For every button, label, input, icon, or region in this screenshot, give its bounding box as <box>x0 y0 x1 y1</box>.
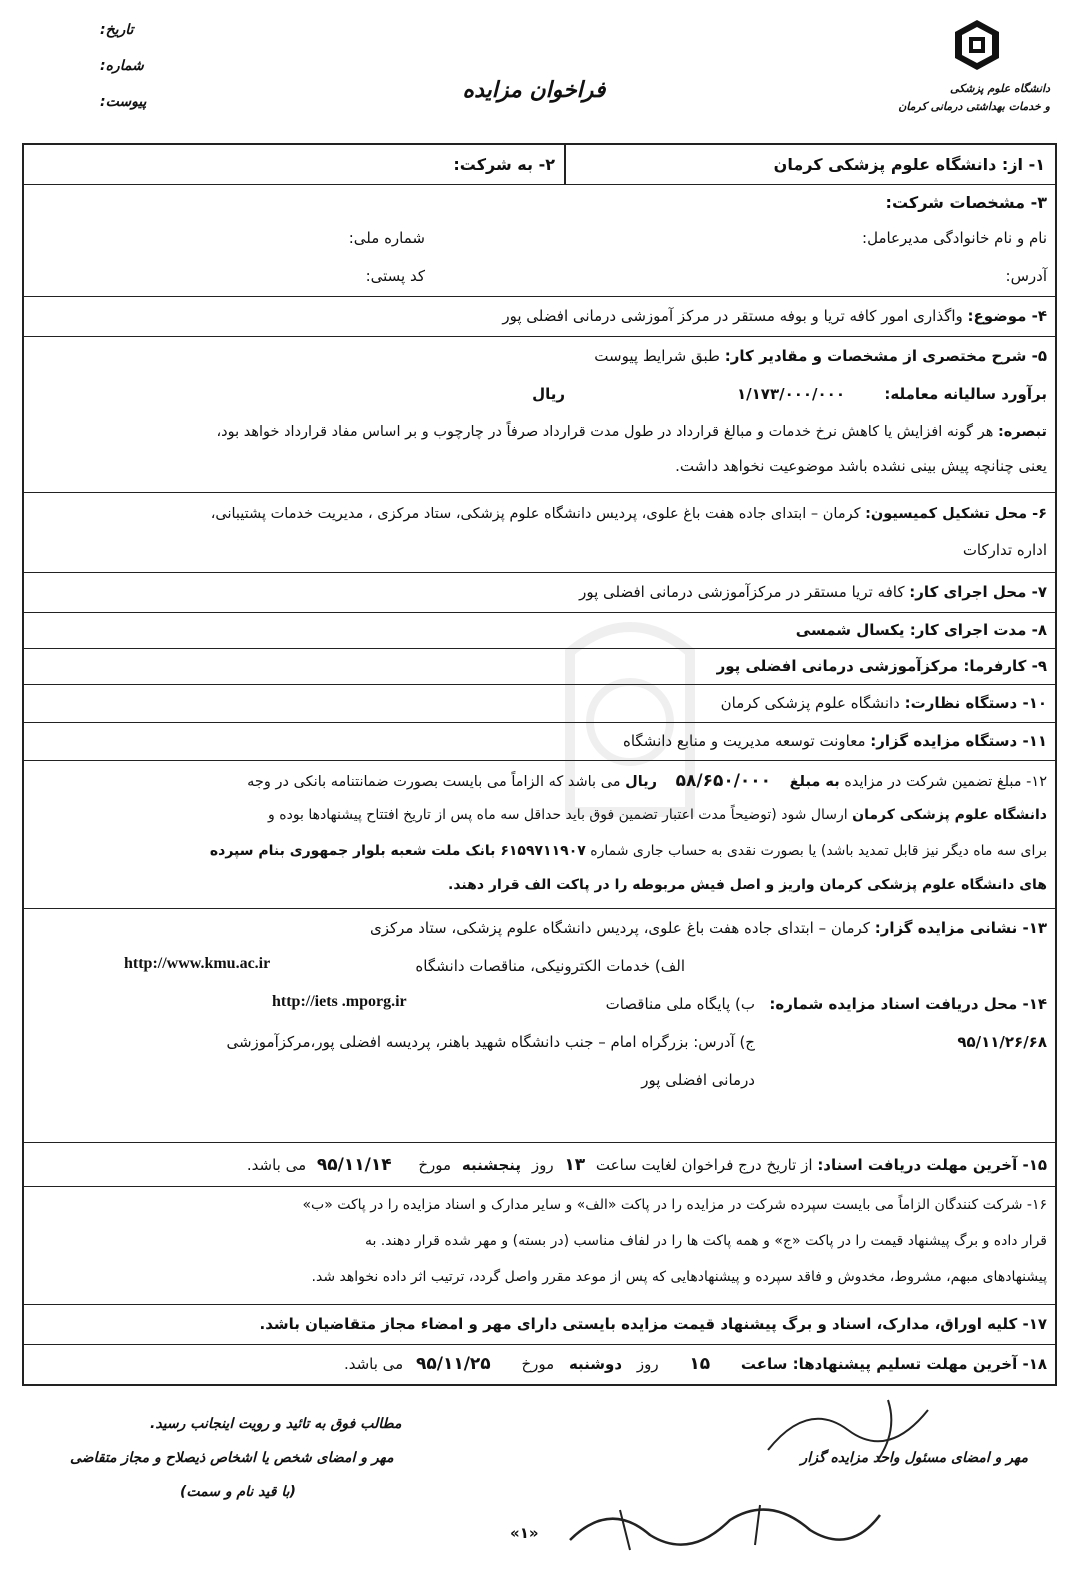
supervisor-label: ۱۰- دستگاه نظارت: <box>904 694 1047 712</box>
auctioneer-address-text: کرمان – ابتدای جاده هفت باغ علوی، پردیس دانشگاه علوم پزشکی، ستاد مرکزی <box>370 919 870 937</box>
guarantee-beneficiary: دانشگاه علوم پزشکی کرمان <box>852 807 1047 823</box>
approval-line3: (با قید نام و سمت) <box>180 1484 296 1500</box>
docs-deadline-text1: از تاریخ درج فراخوان لغایت ساعت <box>595 1156 813 1174</box>
docs-deadline-hour: ۱۳ <box>564 1155 586 1175</box>
guarantee-amount: ۵۸/۶۵۰/۰۰۰ <box>675 771 772 791</box>
guarantee-amount-label: به مبلغ <box>789 774 840 790</box>
address-label: آدرس: <box>1005 267 1047 285</box>
attachment-label: پیوست: <box>100 94 147 110</box>
from-field: ۱- از: دانشگاه علوم پزشکی کرمان <box>773 155 1045 174</box>
handwritten-signature <box>560 1490 890 1560</box>
work-place-label: ۷- محل اجرای کار: <box>909 583 1047 601</box>
approval-line1: مطالب فوق به تائید و رویت اینجانب رسید. <box>150 1416 402 1432</box>
employer-label: ۹- کارفرما: <box>963 657 1047 675</box>
submission-deadline-date: ۹۵/۱۱/۲۵ <box>415 1354 491 1374</box>
company-info-title: ۳- مشخصات شرکت: <box>885 193 1047 212</box>
row-divider <box>564 145 566 185</box>
guarantee-account: ۶۱۵۹۷۱۱۹۰۷ بانک ملت شعبه بلوار جمهوری بنام سپرده <box>209 843 586 859</box>
docs-deadline-text2: روز <box>531 1156 554 1174</box>
row-employer <box>24 649 1055 685</box>
row-address-docs <box>24 909 1055 1143</box>
university-name-line1: دانشگاه علوم پزشکی <box>950 82 1050 95</box>
docs-option-a: الف) خدمات الکترونیکی، مناقصات دانشگاه <box>415 957 685 975</box>
subject-label: ۴- موضوع: <box>967 307 1047 325</box>
row-subject <box>24 297 1055 337</box>
row-docs-deadline <box>24 1143 1055 1187</box>
row-commission-place <box>24 493 1055 573</box>
approval-line2: مهر و امضای شخص یا اشخاص ذیصلاح و مجاز متقاضی <box>70 1450 394 1466</box>
duration-label: ۸- مدت اجرای کار: <box>909 621 1047 639</box>
note-text-line2: یعنی چنانچه پیش بینی نشده باشد موضوعیت نخواهد داشت. <box>675 457 1047 475</box>
auctioneer-signature-label: مهر و امضای مسئول واحد مزایده گزار <box>800 1450 1028 1466</box>
docs-url-b[interactable]: http://iets .mporg.ir <box>272 993 407 1010</box>
work-place-text: کافه تریا مستقر در مرکزآموزشی درمانی افضلی پور <box>579 583 905 601</box>
duration-text: یکسال شمسی <box>795 621 905 639</box>
docs-option-b: ب) پایگاه ملی مناقصات <box>605 995 755 1013</box>
postal-code-label: کد پستی: <box>365 267 425 285</box>
page-number: «۱» <box>510 1524 539 1542</box>
row-envelopes <box>24 1187 1055 1305</box>
subject-text: واگذاری امور کافه تریا و بوفه مستقر در مرکز آموزشی درمانی افضلی پور <box>502 307 963 325</box>
row-company-info <box>24 185 1055 297</box>
commission-text: کرمان – ابتدای جاده هفت باغ علوی، پردیس دانشگاه علوم پزشکی، ستاد مرکزی ، مدیریت خدمات پشتیبانی، <box>210 506 861 522</box>
manager-name-label: نام و نام خانوادگی مدیرعامل: <box>862 229 1047 247</box>
estimate-label: برآورد سالیانه معامله: <box>884 385 1047 403</box>
auctioneer-label: ۱۱- دستگاه مزایده گزار: <box>870 732 1047 750</box>
guarantee-text-line3: برای سه ماه دیگر نیز قابل تمدید باشد) یا بصورت نقدی به حساب جاری شماره <box>590 843 1047 859</box>
guarantee-text-line2: ارسال شود (توضیحاً مدت اعتبار تضمین فوق باید حداقل سه ماه پس از تاریخ افتتاح پیشنهادها بوده و <box>268 807 848 823</box>
guarantee-text-b: می باشد که الزاماً می بایست بصورت ضمانتنامه بانکی در وجه <box>247 774 621 790</box>
envelopes-line3: پیشنهادهای مبهم، مشروط، مخدوش و فاقد سپرده و پیشنهادهایی که پس از موعد مقرر واصل گردد، ترتیب اثر داده نخواهد شد. <box>311 1269 1047 1285</box>
to-company-field: ۲- به شرکت: <box>453 155 555 174</box>
commission-label: ۶- محل تشکیل کمیسیون: <box>865 506 1047 522</box>
guarantee-currency: ریال <box>625 774 657 790</box>
row-from-to <box>24 145 1055 185</box>
row-duration <box>24 613 1055 649</box>
guarantee-text-a: ۱۲- مبلغ تضمین شرکت در مزایده <box>844 774 1047 790</box>
docs-deadline-end: می باشد. <box>246 1156 307 1174</box>
auctioneer-address-label: ۱۳- نشانی مزایده گزار: <box>874 919 1047 937</box>
row-submission-deadline <box>24 1345 1055 1384</box>
number-label: شماره: <box>100 58 144 74</box>
docs-deadline-date: ۹۵/۱۱/۱۴ <box>316 1155 392 1175</box>
submission-deadline-day: دوشنبه <box>568 1355 623 1373</box>
supervisor-text: دانشگاه علوم پزشکی کرمان <box>720 694 900 712</box>
note-text: هر گونه افزایش یا کاهش نرخ خدمات و مبالغ قرارداد در طول مدت قرارداد صرفاً در چارچوب و بر اساس مفاد قرارداد خواهد بود، <box>216 424 994 440</box>
employer-text: مرکزآموزشی درمانی افضلی پور <box>716 657 959 675</box>
docs-option-c: ج) آدرس: بزرگراه امام – جنب دانشگاه شهید باهنر، پردیسه افضلی پور،مرکزآموزشی <box>226 1033 755 1051</box>
row-work-place <box>24 573 1055 613</box>
docs-deadline-label: ۱۵- آخرین مهلت دریافت اسناد: <box>817 1156 1047 1174</box>
subject-field <box>32 307 1047 326</box>
page-title: فراخوان مزایده <box>462 78 606 103</box>
guarantee-text-line4: های دانشگاه علوم پزشکی کرمان واریز و اصل فیش مربوطه را در پاکت الف قرار دهند. <box>448 877 1047 893</box>
submission-deadline-text2: روز <box>636 1355 659 1373</box>
auction-form <box>22 143 1057 1386</box>
estimate-value: ۱/۱۷۳/۰۰۰/۰۰۰ <box>737 385 845 403</box>
row-guarantee <box>24 761 1055 909</box>
date-label: تاریخ: <box>100 22 134 38</box>
row-supervisor <box>24 685 1055 723</box>
envelopes-line1: ۱۶- شرکت کنندگان الزاماً می بایست سپرده شرکت در مزایده را در پاکت «الف» و سایر مدارک و اسناد مزایده را در پاکت «ب» <box>302 1197 1047 1213</box>
description-text: طبق شرایط پیوست <box>594 347 720 365</box>
auction-number: ۹۵/۱۱/۲۶/۶۸ <box>957 1033 1047 1051</box>
signature-requirement: ۱۷- کلیه اوراق، مدارک، اسناد و برگ پیشنهاد قیمت مزایده بایستی دارای مهر و امضاء مجاز متقاضیان باشد. <box>259 1315 1047 1333</box>
docs-place-label: ۱۴- محل دریافت اسناد مزایده شماره: <box>769 995 1047 1013</box>
docs-deadline-text3: مورخ <box>418 1156 452 1174</box>
row-signature-requirement <box>24 1305 1055 1345</box>
description-label: ۵- شرح مختصری از مشخصات و مقادیر کار: <box>724 347 1047 365</box>
national-id-label: شماره ملی: <box>348 229 425 247</box>
commission-text-line2: اداره تدارکات <box>962 541 1047 559</box>
row-auctioneer <box>24 723 1055 761</box>
submission-deadline-label: ۱۸- آخرین مهلت تسلیم پیشنهادها: ساعت <box>740 1355 1047 1373</box>
docs-option-c-line2: درمانی افضلی پور <box>641 1071 755 1089</box>
docs-url-a[interactable]: http://www.kmu.ac.ir <box>124 955 271 972</box>
envelopes-line2: قرار داده و برگ پیشنهاد قیمت را در پاکت «ج» و همه پاکت ها را در لفاف مناسب (در بسته) و مهر شده قرار دهند. به <box>364 1233 1047 1249</box>
row-description <box>24 337 1055 493</box>
submission-deadline-end: می باشد. <box>343 1355 404 1373</box>
university-logo-icon <box>952 18 1002 72</box>
submission-deadline-text3: مورخ <box>521 1355 555 1373</box>
university-name-line2: و خدمات بهداشتی درمانی کرمان <box>898 100 1050 113</box>
note-label: تبصره: <box>997 424 1047 440</box>
official-signature <box>748 1390 948 1470</box>
submission-deadline-hour: ۱۵ <box>689 1354 711 1374</box>
docs-deadline-day: پنجشنبه <box>461 1156 522 1174</box>
auctioneer-text: معاونت توسعه مدیریت و منابع دانشگاه <box>622 732 866 750</box>
estimate-currency: ریال <box>532 385 565 403</box>
